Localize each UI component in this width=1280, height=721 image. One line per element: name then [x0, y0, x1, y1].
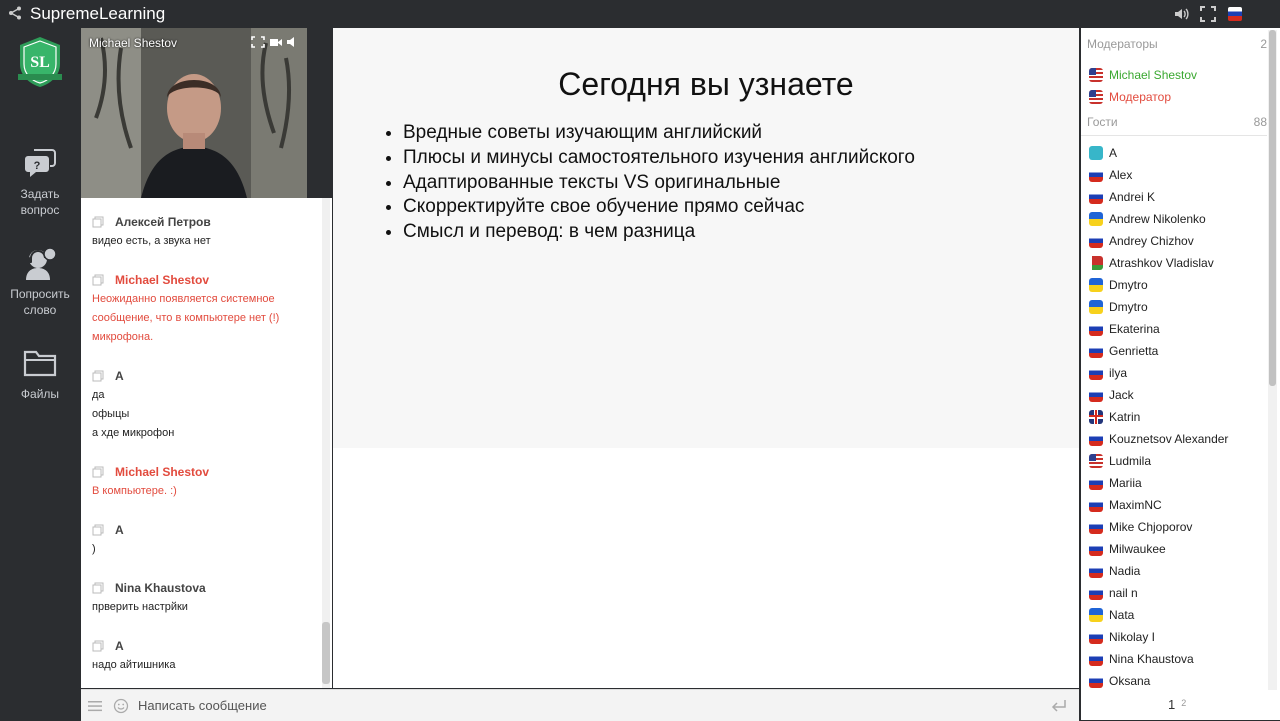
copy-icon[interactable]	[92, 370, 104, 382]
user-name: Nikolay I	[1109, 630, 1156, 644]
ask-question-label-1: Задать	[20, 187, 60, 201]
moderators-header	[1087, 37, 1267, 51]
chat-message	[92, 366, 317, 443]
presenter-video-frame	[81, 28, 307, 198]
svg-text:SL: SL	[30, 54, 50, 71]
message-text: В компьютере. :)	[92, 485, 177, 497]
user-row[interactable]	[1089, 428, 1228, 450]
user-name: Alex	[1109, 168, 1133, 182]
flag-ru-icon	[1089, 586, 1103, 600]
user-name: Ludmila	[1109, 454, 1152, 468]
user-row[interactable]	[1089, 164, 1132, 186]
presentation-area	[333, 28, 1079, 688]
user-row[interactable]	[1089, 142, 1117, 164]
user-name: Michael Shestov	[1109, 68, 1198, 82]
ask-question-button[interactable]	[0, 146, 80, 218]
copy-icon[interactable]	[92, 582, 104, 594]
message-text: надо айтишника	[92, 659, 176, 671]
slide-bullet: • Адаптированные тексты VS оригинальные	[403, 171, 915, 196]
message-text: микрофона.	[92, 331, 154, 343]
user-name: Ekaterina	[1109, 322, 1160, 336]
flag-ua-icon	[1089, 278, 1103, 292]
flag-ru-icon	[1089, 630, 1103, 644]
user-row[interactable]	[1089, 670, 1150, 692]
message-author: Алексей Петров	[115, 215, 211, 229]
user-name: Nina Khaustova	[1109, 652, 1194, 666]
chat-message	[92, 578, 317, 617]
user-row[interactable]	[1089, 340, 1158, 362]
user-name: Katrin	[1109, 410, 1141, 424]
user-name: Модератор	[1109, 90, 1172, 104]
message-input[interactable]: Написать сообщение	[138, 698, 267, 713]
guests-header	[1087, 115, 1267, 129]
user-row[interactable]	[1089, 86, 1171, 108]
user-row[interactable]	[1089, 450, 1151, 472]
user-name: Mike Chjoporov	[1109, 520, 1193, 534]
request-speech-label-2: слово	[23, 303, 57, 317]
flag-ru-icon	[1089, 498, 1103, 512]
flag-by-icon	[1089, 256, 1103, 270]
user-row[interactable]	[1089, 538, 1166, 560]
menu-icon[interactable]	[87, 698, 103, 714]
message-composer[interactable]	[81, 689, 1079, 721]
video-participant-name: Michael Shestov	[89, 36, 178, 50]
page-next[interactable]: 2	[1181, 698, 1187, 708]
volume-icon[interactable]	[1173, 6, 1189, 22]
participants-pagination	[1168, 697, 1186, 712]
participants-scrollbar[interactable]	[1268, 30, 1277, 690]
slide-bullet: • Скорректируйте свое обучение прямо сейчас	[403, 195, 915, 220]
slide-bullet: • Вредные советы изучающим английский	[403, 121, 915, 146]
flag-ua-icon	[1089, 212, 1103, 226]
message-author: Michael Shestov	[115, 273, 210, 287]
user-name: A	[1109, 146, 1118, 160]
user-row[interactable]	[1089, 208, 1206, 230]
user-name: Genrietta	[1109, 344, 1159, 358]
camera-icon[interactable]	[269, 36, 283, 48]
chat-message	[92, 212, 317, 251]
slide-bullet: • Смысл и перевод: в чем разница	[403, 220, 915, 245]
message-text: Неожиданно появляется системное	[92, 293, 275, 305]
flag-ru-icon	[1089, 366, 1103, 380]
chat-message	[92, 636, 317, 675]
question-chat-icon	[22, 146, 58, 180]
user-row[interactable]	[1089, 296, 1148, 318]
send-enter-icon[interactable]	[1051, 698, 1067, 714]
user-row[interactable]	[1089, 472, 1142, 494]
flag-us-icon	[1089, 68, 1103, 82]
user-name: Kouznetsov Alexander	[1109, 432, 1229, 446]
language-flag-ru-icon[interactable]	[1228, 7, 1242, 21]
emoji-icon[interactable]	[113, 698, 129, 714]
left-sidebar	[0, 28, 80, 720]
flag-us-icon	[1089, 90, 1103, 104]
user-row[interactable]	[1089, 516, 1192, 538]
message-text: офыцы	[92, 408, 130, 420]
share-icon[interactable]	[8, 6, 22, 20]
webcam-video[interactable]	[81, 28, 307, 198]
moderators-label: Модераторы	[1087, 37, 1158, 51]
flag-ru-icon	[1089, 168, 1103, 182]
user-row[interactable]	[1089, 648, 1194, 670]
message-author: Nina Khaustova	[115, 581, 206, 595]
participants-panel	[1081, 28, 1280, 720]
user-name: Milwaukee	[1109, 542, 1166, 556]
top-bar	[0, 0, 1280, 28]
flag-kz-icon	[1089, 146, 1103, 160]
chat-scrollbar-thumb[interactable]	[322, 622, 330, 684]
flag-gb-icon	[1089, 410, 1103, 424]
ask-question-label-2: вопрос	[20, 203, 60, 217]
user-name: Andrei K	[1109, 190, 1156, 204]
flag-ru-icon	[1089, 388, 1103, 402]
user-row[interactable]	[1089, 186, 1155, 208]
copy-icon[interactable]	[92, 216, 104, 228]
message-author: Michael Shestov	[115, 465, 210, 479]
user-row[interactable]	[1089, 582, 1138, 604]
slide-bullet-list	[381, 121, 915, 245]
app-title: SupremeLearning	[30, 4, 166, 23]
chat-message	[92, 462, 317, 501]
user-row[interactable]	[1089, 560, 1140, 582]
flag-ru-icon	[1089, 476, 1103, 490]
user-row[interactable]	[1089, 230, 1194, 252]
user-row[interactable]	[1089, 626, 1155, 648]
flag-ru-icon	[1089, 652, 1103, 666]
slide-title: Сегодня вы узнаете	[558, 66, 854, 102]
flag-us-icon	[1089, 454, 1103, 468]
raise-voice-icon	[22, 246, 58, 280]
supremelearning-logo[interactable]	[17, 36, 63, 88]
page-current[interactable]: 1	[1168, 697, 1176, 712]
flag-ua-icon	[1089, 300, 1103, 314]
guests-count: 88	[1253, 115, 1267, 129]
message-text: да	[92, 389, 105, 401]
user-row[interactable]	[1089, 604, 1134, 626]
flag-ru-icon	[1089, 432, 1103, 446]
request-speech-button[interactable]	[0, 246, 80, 318]
files-label: Файлы	[20, 387, 60, 401]
user-name: Nata	[1109, 608, 1135, 622]
flag-ru-icon	[1089, 542, 1103, 556]
user-name: Andrew Nikolenko	[1109, 212, 1206, 226]
user-row[interactable]	[1089, 318, 1160, 340]
presentation-slide	[333, 28, 1079, 448]
user-row[interactable]	[1089, 274, 1148, 296]
user-name: MaximNC	[1109, 498, 1162, 512]
user-name: Mariia	[1109, 476, 1142, 490]
copy-icon[interactable]	[92, 524, 104, 536]
expand-video-icon[interactable]	[251, 36, 265, 48]
message-text: видео есть, а звука нет	[92, 235, 211, 247]
flag-ru-icon	[1089, 322, 1103, 336]
flag-ru-icon	[1089, 674, 1103, 688]
participants-scrollbar-thumb[interactable]	[1269, 30, 1276, 386]
message-text: сообщение, что в компьютере нет (!)	[92, 312, 280, 324]
flag-ua-icon	[1089, 608, 1103, 622]
user-name: ilya	[1109, 366, 1128, 380]
flag-ru-icon	[1089, 234, 1103, 248]
divider	[1081, 135, 1267, 136]
message-text: )	[92, 543, 96, 555]
fullscreen-icon[interactable]	[1200, 6, 1216, 22]
user-name: Andrey Chizhov	[1109, 234, 1194, 248]
chat-message	[92, 270, 317, 347]
message-text: а хде микрофон	[92, 427, 175, 439]
user-row[interactable]	[1089, 362, 1127, 384]
user-row[interactable]	[1089, 384, 1134, 406]
chat-panel[interactable]	[81, 198, 332, 688]
user-name: Jack	[1109, 388, 1134, 402]
copy-icon[interactable]	[92, 274, 104, 286]
copy-icon[interactable]	[92, 466, 104, 478]
chat-scrollbar[interactable]	[322, 198, 330, 688]
message-text: прверить настрйки	[92, 601, 188, 613]
slide-bullet: • Плюсы и минусы самостоятельного изучения английского	[403, 146, 915, 171]
user-name: Dmytro	[1109, 300, 1148, 314]
user-row[interactable]	[1089, 406, 1140, 428]
user-name: nail n	[1109, 586, 1138, 600]
flag-ru-icon	[1089, 190, 1103, 204]
user-name: Dmytro	[1109, 278, 1148, 292]
message-author: A	[115, 639, 124, 653]
user-row[interactable]	[1089, 64, 1197, 86]
message-author: A	[115, 369, 124, 383]
guests-label: Гости	[1087, 115, 1118, 129]
message-author: A	[115, 523, 124, 537]
folder-icon	[22, 346, 58, 380]
files-button[interactable]	[0, 346, 80, 402]
request-speech-label-1: Попросить	[10, 287, 70, 301]
speaker-icon[interactable]	[286, 36, 300, 48]
user-name: Nadia	[1109, 564, 1141, 578]
user-name: Atrashkov Vladislav	[1109, 256, 1214, 270]
svg-text:?: ?	[33, 160, 41, 172]
copy-icon[interactable]	[92, 640, 104, 652]
user-name: Oksana	[1109, 674, 1151, 688]
flag-ru-icon	[1089, 520, 1103, 534]
user-row[interactable]	[1089, 494, 1162, 516]
chat-message	[92, 520, 317, 559]
user-row[interactable]	[1089, 252, 1214, 274]
flag-ru-icon	[1089, 344, 1103, 358]
moderators-count: 2	[1260, 37, 1267, 51]
flag-ru-icon	[1089, 564, 1103, 578]
